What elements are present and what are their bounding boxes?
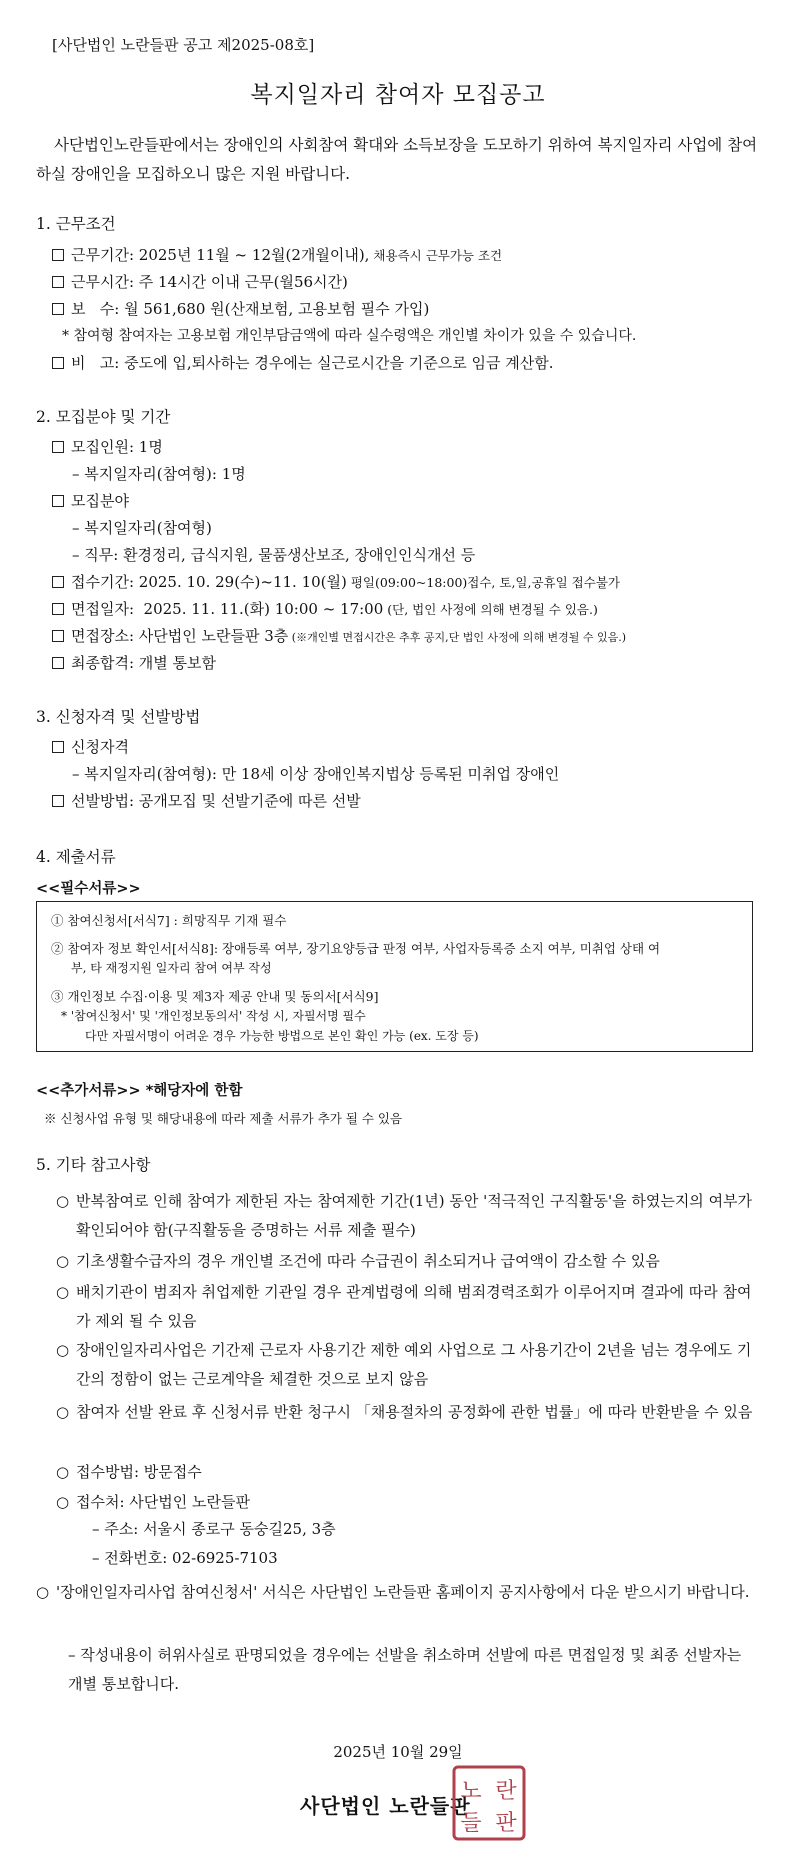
- interview-place: 면접장소: 사단법인 노란들판 3층 (※개인별 면접시간은 추후 공지,단 법인 사정에 의해 변경될 수 있음.): [52, 625, 626, 646]
- additional-docs-label: <<추가서류>> *해당자에 한함: [36, 1083, 243, 1099]
- checkbox-icon: [52, 657, 64, 669]
- checkbox-icon: [52, 495, 64, 507]
- note-3: ○ 배치기관이 범죄자 취업제한 기관일 경우 관계법령에 의해 범죄경력조회가 이루어지며 결과에 따라 참여가 제외 될 수 있음: [56, 1283, 752, 1330]
- work-hours: 근무시간: 주 14시간 이내 근무(월56시간): [52, 271, 348, 292]
- interview-date: 면접일자: 2025. 11. 11.(화) 10:00 ~ 17:00 (단, 법인 사정에 의해 변경될 수 있음.): [52, 598, 598, 619]
- required-doc-3-note-1: * '참여신청서' 및 '개인정보동의서' 작성 시, 자필서명 필수: [61, 1009, 366, 1023]
- note-5: ○ 참여자 선발 완료 후 신청서류 반환 청구시 「채용절차의 공정화에 관한 법률」에 따라 반환받을 수 있음: [56, 1403, 753, 1421]
- field: 모집분야: [52, 490, 129, 511]
- required-doc-3-note-2: 다만 자필서명이 어려운 경우 가능한 방법으로 본인 확인 가능 (ex. 도장 등): [85, 1029, 479, 1043]
- note-6: ○ 접수방법: 방문접수: [56, 1463, 202, 1481]
- required-doc-1: ① 참여신청서[서식7] : 희망직무 기재 필수: [51, 913, 287, 928]
- checkbox-icon: [52, 630, 64, 642]
- checkbox-icon: [52, 741, 64, 753]
- selection-method: 선발방법: 공개모집 및 선발기준에 따른 선발: [52, 790, 361, 811]
- required-doc-2-cont: 부, 타 재정지원 일자리 참여 여부 작성: [71, 961, 272, 975]
- seal-char-4: 판: [495, 1811, 517, 1836]
- section-3-heading: 3. 신청자격 및 선발방법: [36, 708, 201, 726]
- qualification-sub: – 복지일자리(참여형): 만 18세 이상 장애인복지법상 등록된 미취업 장애인: [72, 765, 560, 783]
- note-7: ○ 접수처: 사단법인 노란들판: [56, 1493, 250, 1511]
- field-sub-1: – 복지일자리(참여형): [72, 519, 212, 537]
- additional-docs-note: ※ 신청사업 유형 및 해당내용에 따라 제출 서류가 추가 될 수 있음: [44, 1111, 403, 1126]
- field-sub-2: – 직무: 환경정리, 급식지원, 물품생산보조, 장애인인식개선 등: [72, 546, 476, 564]
- notice-date: 2025년 10월 29일: [333, 1743, 463, 1761]
- intro-paragraph: 사단법인노란들판에서는 장애인의 사회참여 확대와 소득보장을 도모하기 위하여 복지일자리 사업에 참여하실 장애인을 모집하오니 많은 지원 바랍니다.: [36, 136, 758, 183]
- pay-note: * 참여형 참여자는 고용보험 개인부담금액에 따라 실수령액은 개인별 차이가 있을 수 있습니다.: [62, 328, 637, 344]
- note-8: ○ '장애인일자리사업 참여신청서' 서식은 사단법인 노란들판 홈페이지 공지사항에서 다운 받으시기 바랍니다.: [36, 1583, 750, 1601]
- address: – 주소: 서울시 종로구 동숭길25, 3층: [92, 1520, 336, 1538]
- qualification: 신청자격: [52, 736, 129, 757]
- required-doc-3: ③ 개인정보 수집·이용 및 제3자 제공 안내 및 동의서[서식9]: [51, 989, 379, 1004]
- headcount-sub: – 복지일자리(참여형): 1명: [72, 465, 246, 483]
- required-doc-2: ② 참여자 정보 확인서[서식8]: 장애등록 여부, 장기요양등급 판정 여부, 사업자등록증 소지 여부, 미취업 상태 여: [51, 941, 661, 956]
- checkbox-icon: [52, 795, 64, 807]
- checkbox-icon: [52, 303, 64, 315]
- pay: 보 수: 월 561,680 원(산재보험, 고용보험 필수 가입): [52, 298, 429, 319]
- checkbox-icon: [52, 576, 64, 588]
- seal-char-3: 들: [460, 1811, 482, 1836]
- note-4: ○ 장애인일자리사업은 기간제 근로자 사용기간 제한 예외 사업으로 그 사용기간이 2년을 넘는 경우에도 기간의 정함이 없는 근로계약을 체결한 것으로 보지 않음: [56, 1341, 752, 1388]
- seal-char-2: 란: [495, 1779, 517, 1804]
- page-title: 복지일자리 참여자 모집공고: [250, 82, 546, 108]
- organization-name: 사단법인 노란들판: [300, 1794, 471, 1818]
- note-9: – 작성내용이 허위사실로 판명되었을 경우에는 선발을 취소하며 선발에 따른 면접일정 및 최종 선발자는 개별 통보합니다.: [68, 1646, 742, 1693]
- section-1-heading: 1. 근무조건: [36, 215, 116, 233]
- apply-period: 접수기간: 2025. 10. 29(수)~11. 10(월) 평일(09:00~18:00)접수, 토,일,공휴일 접수불가: [52, 571, 620, 592]
- section-4-heading: 4. 제출서류: [36, 848, 116, 866]
- checkbox-icon: [52, 276, 64, 288]
- seal-char-1: 노: [460, 1779, 482, 1804]
- checkbox-icon: [52, 603, 64, 615]
- note-2: ○ 기초생활수급자의 경우 개인별 조건에 따라 수급권이 취소되거나 급여액이 감소할 수 있음: [56, 1252, 660, 1270]
- seal-stamp-icon: [451, 1764, 527, 1842]
- final-notice: 최종합격: 개별 통보함: [52, 652, 216, 673]
- required-docs-label: <<필수서류>>: [36, 881, 141, 897]
- phone: – 전화번호: 02-6925-7103: [92, 1549, 278, 1567]
- notice-number: [사단법인 노란들판 공고 제2025-08호]: [52, 36, 315, 54]
- section-2-heading: 2. 모집분야 및 기간: [36, 408, 171, 426]
- note-1: ○ 반복참여로 인해 참여가 제한된 자는 참여제한 기간(1년) 동안 '적극적인 구직활동'을 하였는지의 여부가 확인되어야 함(구직활동을 증명하는 서류 제출 필수): [56, 1192, 753, 1239]
- checkbox-icon: [52, 249, 64, 261]
- section-5-heading: 5. 기타 참고사항: [36, 1156, 151, 1174]
- checkbox-icon: [52, 441, 64, 453]
- headcount: 모집인원: 1명: [52, 436, 163, 457]
- checkbox-icon: [52, 357, 64, 369]
- remark: 비 고: 중도에 입,퇴사하는 경우에는 실근로시간을 기준으로 임금 계산함.: [52, 352, 553, 373]
- work-period: 근무기간: 2025년 11월 ~ 12월(2개월이내), 채용즉시 근무가능 조건: [52, 244, 502, 265]
- required-docs-box: [36, 901, 753, 1052]
